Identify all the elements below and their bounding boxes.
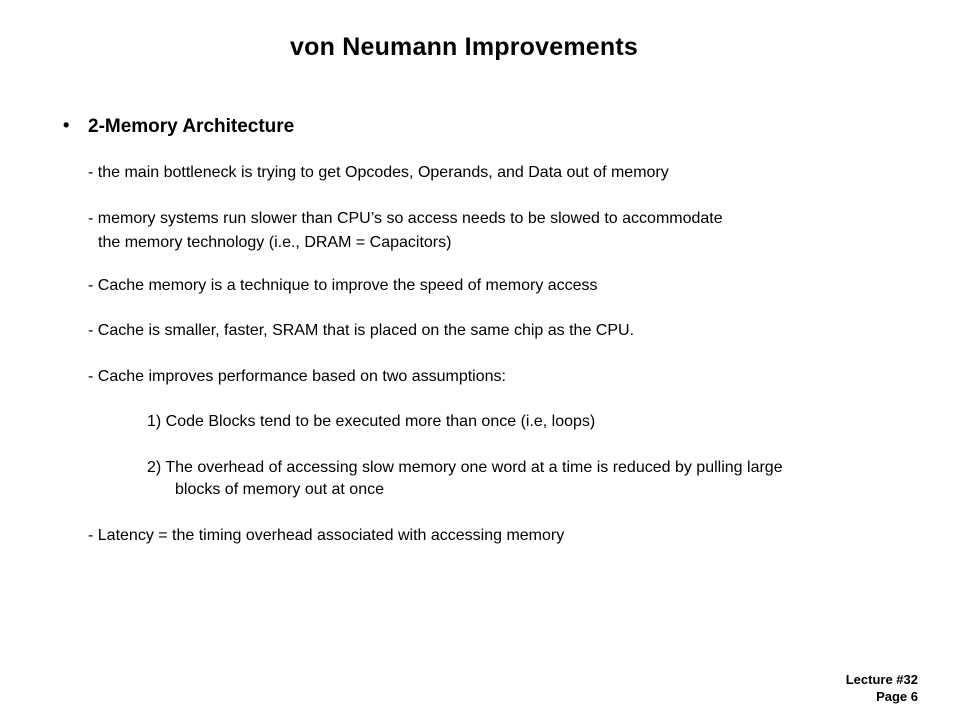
body-line-memory-slower: - memory systems run slower than CPU’s so access needs to be slowed to accommodate [88, 210, 723, 227]
slide-title: von Neumann Improvements [290, 33, 638, 61]
body-line-cache-technique: - Cache memory is a technique to improve the speed of memory access [88, 277, 598, 294]
bullet-marker: • [63, 115, 70, 135]
body-line-bottleneck: - the main bottleneck is trying to get Opcodes, Operands, and Data out of memory [88, 164, 669, 181]
body-line-latency: - Latency = the timing overhead associated with accessing memory [88, 527, 565, 544]
body-line-memory-technology: the memory technology (i.e., DRAM = Capacitors) [98, 234, 452, 251]
body-line-cache-assumptions: - Cache improves performance based on two assumptions: [88, 368, 506, 385]
body-line-cache-smaller: - Cache is smaller, faster, SRAM that is placed on the same chip as the CPU. [88, 322, 635, 339]
lecture-number: Lecture #32 [845, 672, 918, 687]
assumption-2: 2) The overhead of accessing slow memory one word at a time is reduced by pulling large [147, 459, 783, 476]
slide-footer [846, 671, 918, 705]
assumption-1: 1) Code Blocks tend to be executed more than once (i.e, loops) [147, 413, 596, 430]
section-heading: 2-Memory Architecture [88, 116, 295, 137]
page-number: Page 6 [876, 689, 918, 704]
assumption-2-continued: blocks of memory out at once [175, 481, 384, 498]
